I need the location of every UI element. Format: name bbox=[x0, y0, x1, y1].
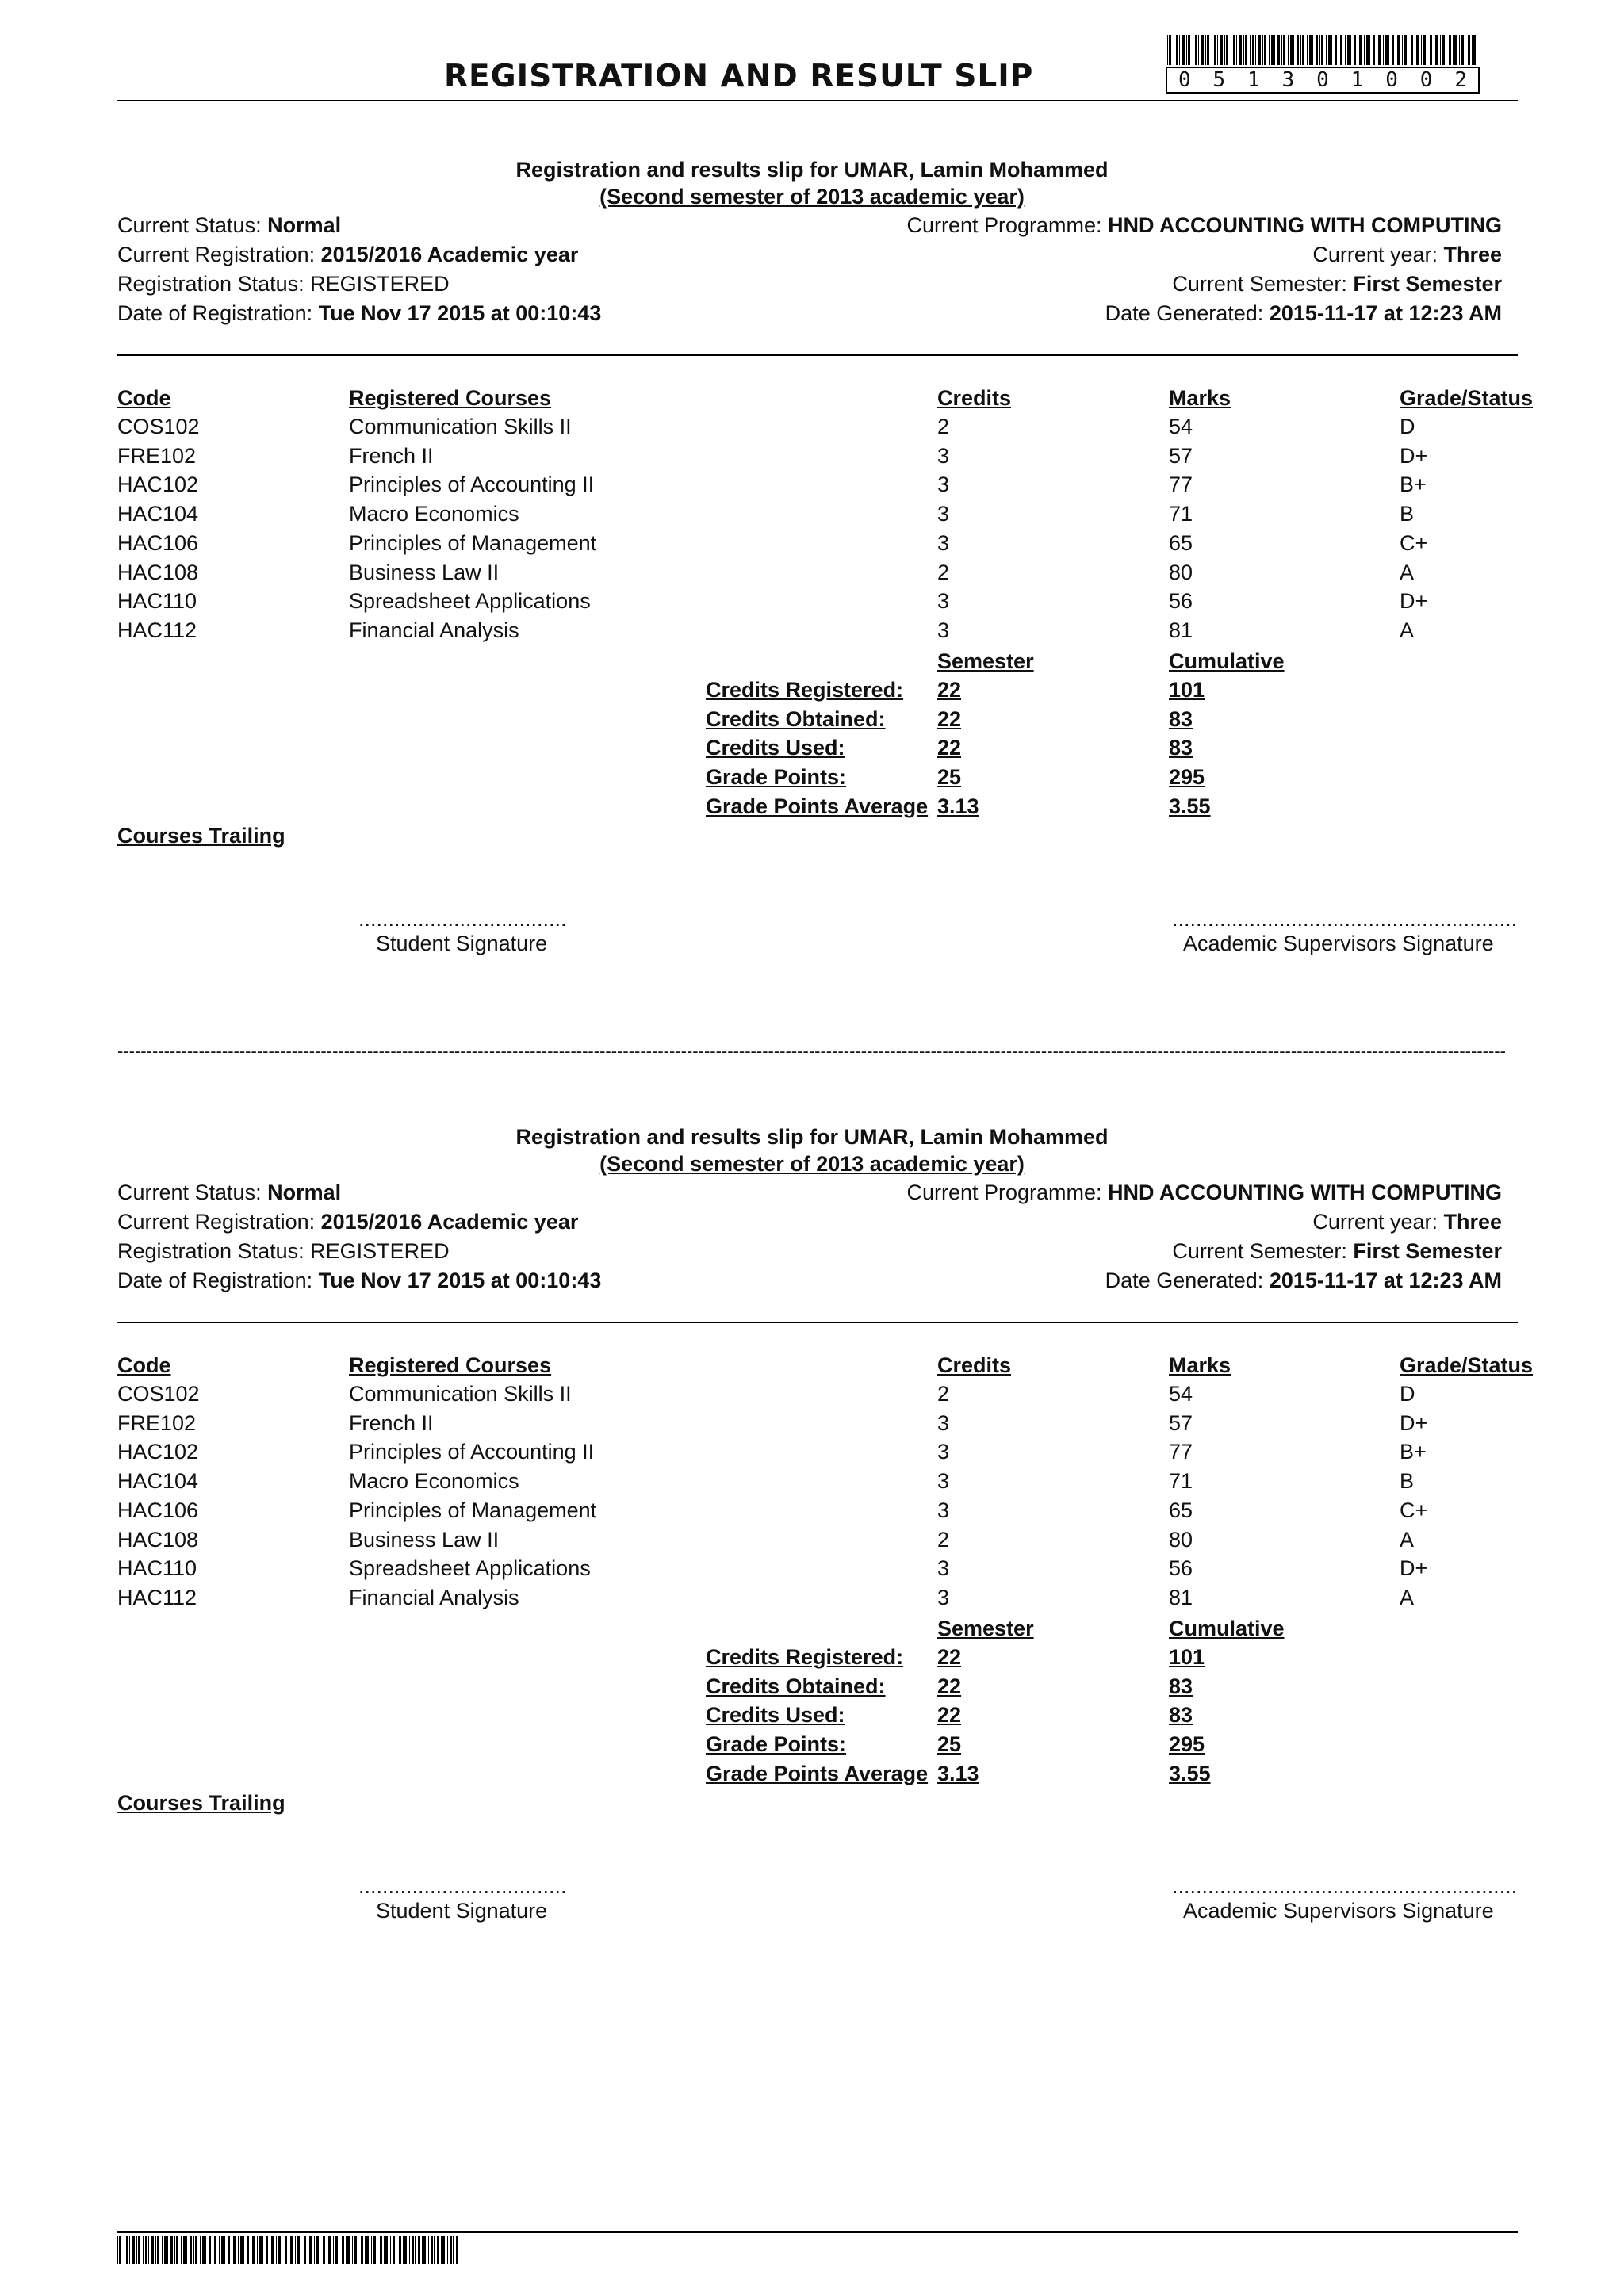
current-programme: Current Programme: HND ACCOUNTING WITH COMPUTING bbox=[906, 213, 1502, 237]
course-name: Financial Analysis bbox=[349, 618, 519, 642]
course-credits: 3 bbox=[937, 530, 950, 555]
course-name: Principles of Accounting II bbox=[349, 473, 595, 497]
current-registration-value: 2015/2016 Academic year bbox=[320, 243, 579, 266]
summary-cumulative: 83 bbox=[1169, 1703, 1193, 1728]
summary-label: Grade Points: bbox=[706, 765, 847, 790]
course-code: FRE102 bbox=[117, 1410, 197, 1435]
course-credits: 3 bbox=[937, 1498, 950, 1522]
info-rule bbox=[117, 1322, 1518, 1323]
course-marks: 81 bbox=[1169, 1585, 1193, 1609]
barcode-digit: 3 bbox=[1281, 68, 1295, 92]
course-code: HAC110 bbox=[117, 1556, 197, 1581]
course-grade: D+ bbox=[1400, 443, 1428, 468]
summary-cumulative: 83 bbox=[1169, 736, 1193, 760]
course-grade: A bbox=[1400, 618, 1415, 642]
course-credits: 2 bbox=[937, 415, 950, 438]
course-marks: 80 bbox=[1169, 1527, 1193, 1552]
summary-label: Grade Points Average bbox=[706, 794, 929, 818]
barcode-digit: 0 bbox=[1385, 68, 1398, 92]
supervisor-signature-label: Academic Supervisors Signature bbox=[1183, 1899, 1494, 1923]
result-slip-bottom bbox=[0, 1123, 1624, 2074]
course-credits: 3 bbox=[937, 1556, 950, 1581]
col-header-code: Code bbox=[117, 1353, 171, 1377]
course-marks: 65 bbox=[1169, 530, 1193, 555]
course-code: HAC110 bbox=[117, 589, 197, 614]
date-of-registration-value: Tue Nov 17 2015 at 00:10:43 bbox=[318, 1269, 602, 1292]
current-semester-value: First Semester bbox=[1353, 1239, 1502, 1263]
course-code: HAC104 bbox=[117, 1469, 199, 1494]
col-header-courses: Registered Courses bbox=[349, 1353, 552, 1377]
course-credits: 3 bbox=[937, 1410, 950, 1435]
barcode-digit: 1 bbox=[1247, 68, 1260, 92]
summary-label: Credits Registered: bbox=[706, 1645, 904, 1669]
col-header-credits: Credits bbox=[937, 1353, 1012, 1377]
course-code: HAC102 bbox=[117, 1440, 199, 1464]
registration-status: Registration Status: REGISTERED bbox=[117, 272, 450, 296]
summary-label: Credits Obtained: bbox=[706, 1674, 886, 1698]
summary-semester: 22 bbox=[937, 1674, 962, 1698]
page-title: REGISTRATION AND RESULT SLIP bbox=[444, 59, 1034, 94]
student-signature-line: ................................... bbox=[358, 907, 567, 931]
summary-label: Credits Used: bbox=[706, 1703, 845, 1728]
footer-rule bbox=[117, 2231, 1518, 2233]
footer-barcode bbox=[117, 2236, 458, 2264]
barcode-bars bbox=[1167, 35, 1478, 65]
course-grade: A bbox=[1400, 1585, 1415, 1609]
course-grade: B bbox=[1400, 502, 1415, 526]
registration-status-value: REGISTERED bbox=[310, 1239, 450, 1263]
summary-semester: 25 bbox=[937, 1732, 962, 1757]
course-name: Spreadsheet Applications bbox=[349, 1556, 591, 1581]
course-code: HAC102 bbox=[117, 473, 199, 497]
date-generated: Date Generated: 2015-11-17 at 12:23 AM bbox=[1105, 1269, 1502, 1292]
course-credits: 2 bbox=[937, 1527, 950, 1552]
course-grade: D bbox=[1400, 1382, 1415, 1406]
course-credits: 3 bbox=[937, 1585, 950, 1609]
barcode-digit: 0 bbox=[1178, 68, 1191, 92]
current-registration: Current Registration: 2015/2016 Academic year bbox=[117, 243, 579, 266]
slip-heading: Registration and results slip for UMAR, Lamin Mohammed bbox=[515, 1125, 1109, 1149]
current-status-value: Normal bbox=[267, 1181, 342, 1204]
course-code: HAC104 bbox=[117, 502, 199, 526]
summary-cumulative: 83 bbox=[1169, 1674, 1193, 1698]
current-year-value: Three bbox=[1443, 1210, 1502, 1234]
current-status: Current Status: Normal bbox=[117, 213, 342, 237]
barcode bbox=[1166, 35, 1480, 92]
course-name: Principles of Management bbox=[349, 1498, 597, 1522]
current-semester: Current Semester: First Semester bbox=[1172, 1239, 1502, 1263]
barcode-digit: 0 bbox=[1316, 68, 1329, 92]
result-slip-top bbox=[0, 155, 1624, 1107]
info-rule bbox=[117, 354, 1518, 356]
date-of-registration: Date of Registration: Tue Nov 17 2015 at 00:10:43 bbox=[117, 1269, 602, 1292]
barcode-digit: 1 bbox=[1350, 68, 1364, 92]
date-generated: Date Generated: 2015-11-17 at 12:23 AM bbox=[1105, 301, 1502, 325]
summary-label: Grade Points: bbox=[706, 1732, 847, 1757]
summary-label: Credits Obtained: bbox=[706, 706, 886, 731]
course-marks: 71 bbox=[1169, 1469, 1193, 1494]
summary-cumulative: 3.55 bbox=[1169, 1761, 1211, 1785]
summary-semester: 3.13 bbox=[937, 794, 979, 818]
current-programme: Current Programme: HND ACCOUNTING WITH COMPUTING bbox=[906, 1181, 1502, 1204]
course-credits: 3 bbox=[937, 618, 950, 642]
course-credits: 3 bbox=[937, 502, 950, 526]
course-marks: 77 bbox=[1169, 1440, 1193, 1464]
barcode-digit: 2 bbox=[1454, 68, 1467, 92]
course-grade: D bbox=[1400, 415, 1415, 438]
student-signature-label: Student Signature bbox=[376, 932, 548, 955]
course-credits: 2 bbox=[937, 560, 950, 584]
course-code: HAC108 bbox=[117, 1527, 199, 1552]
date-of-registration: Date of Registration: Tue Nov 17 2015 at 00:10:43 bbox=[117, 301, 602, 325]
col-header-marks: Marks bbox=[1169, 386, 1231, 410]
course-code: COS102 bbox=[117, 415, 200, 438]
current-status: Current Status: Normal bbox=[117, 1181, 342, 1204]
course-name: Financial Analysis bbox=[349, 1585, 519, 1609]
current-year: Current year: Three bbox=[1312, 1210, 1502, 1234]
col-header-code: Code bbox=[117, 386, 171, 410]
student-signature-line: ................................... bbox=[358, 1874, 567, 1898]
course-grade: D+ bbox=[1400, 1410, 1428, 1435]
course-grade: A bbox=[1400, 1527, 1415, 1552]
course-name: Business Law II bbox=[349, 1527, 500, 1552]
course-grade: B+ bbox=[1400, 1440, 1427, 1464]
course-code: HAC108 bbox=[117, 560, 199, 584]
current-year: Current year: Three bbox=[1312, 243, 1502, 266]
summary-cumulative: 295 bbox=[1169, 765, 1205, 790]
course-grade: D+ bbox=[1400, 589, 1428, 614]
col-header-courses: Registered Courses bbox=[349, 386, 552, 410]
supervisor-signature-line: .......................................................... bbox=[1172, 907, 1518, 931]
summary-cumulative: 101 bbox=[1169, 1645, 1205, 1669]
summary-semester: 22 bbox=[937, 736, 962, 760]
supervisor-signature-label: Academic Supervisors Signature bbox=[1183, 932, 1494, 955]
course-marks: 80 bbox=[1169, 560, 1193, 584]
course-name: Communication Skills II bbox=[349, 1382, 572, 1406]
barcode-digit: 5 bbox=[1212, 68, 1226, 92]
current-registration: Current Registration: 2015/2016 Academic year bbox=[117, 1210, 579, 1234]
summary-semester: 22 bbox=[937, 678, 962, 702]
course-marks: 71 bbox=[1169, 502, 1193, 526]
course-credits: 2 bbox=[937, 1382, 950, 1406]
summary-cumulative: 83 bbox=[1169, 706, 1193, 731]
summary-semester: 22 bbox=[937, 1645, 962, 1669]
current-semester: Current Semester: First Semester bbox=[1172, 272, 1502, 296]
course-grade: D+ bbox=[1400, 1556, 1428, 1581]
barcode-digits bbox=[1166, 67, 1480, 94]
summary-label: Credits Registered: bbox=[706, 678, 904, 702]
summary-semester: 25 bbox=[937, 765, 962, 790]
barcode-digit: 0 bbox=[1419, 68, 1433, 92]
course-credits: 3 bbox=[937, 443, 950, 468]
course-name: Principles of Management bbox=[349, 530, 597, 555]
slip-heading: Registration and results slip for UMAR, Lamin Mohammed bbox=[515, 158, 1109, 182]
summary-semester: 22 bbox=[937, 1703, 962, 1728]
slip-subheading: (Second semester of 2013 academic year) bbox=[599, 1152, 1025, 1176]
course-code: FRE102 bbox=[117, 443, 197, 468]
course-marks: 56 bbox=[1169, 589, 1193, 614]
header-rule bbox=[117, 100, 1518, 101]
col-header-credits: Credits bbox=[937, 386, 1012, 410]
date-generated-value: 2015-11-17 at 12:23 AM bbox=[1269, 1269, 1502, 1292]
summary-header-semester: Semester bbox=[937, 1617, 1034, 1640]
course-grade: B+ bbox=[1400, 473, 1427, 497]
registration-status: Registration Status: REGISTERED bbox=[117, 1239, 450, 1263]
course-code: HAC112 bbox=[117, 618, 197, 642]
summary-semester: 3.13 bbox=[937, 1761, 979, 1785]
summary-header-cumulative: Cumulative bbox=[1169, 649, 1285, 673]
course-name: French II bbox=[349, 1410, 434, 1435]
summary-cumulative: 101 bbox=[1169, 678, 1205, 702]
col-header-grade: Grade/Status bbox=[1400, 386, 1534, 410]
cut-line: ----------------------------------------------------------------------------------------------------------------------------------------------------------------------------------------------------------------------------------------------- bbox=[117, 1041, 1506, 1061]
current-semester-value: First Semester bbox=[1353, 272, 1502, 296]
student-signature-label: Student Signature bbox=[376, 1899, 548, 1923]
courses-trailing: Courses Trailing bbox=[117, 1791, 285, 1815]
course-marks: 57 bbox=[1169, 1410, 1193, 1435]
summary-header-semester: Semester bbox=[937, 649, 1034, 673]
col-header-marks: Marks bbox=[1169, 1353, 1231, 1377]
current-programme-value: HND ACCOUNTING WITH COMPUTING bbox=[1108, 213, 1502, 237]
course-code: COS102 bbox=[117, 1382, 200, 1406]
supervisor-signature-line: .......................................................... bbox=[1172, 1874, 1518, 1898]
course-name: French II bbox=[349, 443, 434, 468]
course-name: Business Law II bbox=[349, 560, 500, 584]
summary-semester: 22 bbox=[937, 706, 962, 731]
course-grade: B bbox=[1400, 1469, 1415, 1494]
course-code: HAC112 bbox=[117, 1585, 197, 1609]
course-marks: 77 bbox=[1169, 473, 1193, 497]
course-credits: 3 bbox=[937, 1469, 950, 1494]
course-credits: 3 bbox=[937, 1440, 950, 1464]
course-name: Principles of Accounting II bbox=[349, 1440, 595, 1464]
date-of-registration-value: Tue Nov 17 2015 at 00:10:43 bbox=[318, 301, 602, 325]
course-marks: 56 bbox=[1169, 1556, 1193, 1581]
course-marks: 81 bbox=[1169, 618, 1193, 642]
course-credits: 3 bbox=[937, 589, 950, 614]
slip-subheading: (Second semester of 2013 academic year) bbox=[599, 185, 1025, 209]
course-name: Macro Economics bbox=[349, 502, 519, 526]
current-year-value: Three bbox=[1443, 243, 1502, 266]
course-code: HAC106 bbox=[117, 1498, 199, 1522]
course-name: Communication Skills II bbox=[349, 415, 572, 438]
course-marks: 54 bbox=[1169, 415, 1193, 438]
summary-label: Grade Points Average bbox=[706, 1761, 929, 1785]
course-name: Spreadsheet Applications bbox=[349, 589, 591, 614]
date-generated-value: 2015-11-17 at 12:23 AM bbox=[1269, 301, 1502, 325]
course-name: Macro Economics bbox=[349, 1469, 519, 1494]
course-grade: A bbox=[1400, 560, 1415, 584]
current-status-value: Normal bbox=[267, 213, 342, 237]
course-marks: 54 bbox=[1169, 1382, 1193, 1406]
summary-cumulative: 295 bbox=[1169, 1732, 1205, 1757]
col-header-grade: Grade/Status bbox=[1400, 1353, 1534, 1377]
courses-trailing: Courses Trailing bbox=[117, 824, 285, 848]
course-marks: 57 bbox=[1169, 443, 1193, 468]
course-grade: C+ bbox=[1400, 1498, 1428, 1522]
summary-header-cumulative: Cumulative bbox=[1169, 1617, 1285, 1640]
course-marks: 65 bbox=[1169, 1498, 1193, 1522]
registration-status-value: REGISTERED bbox=[310, 272, 450, 296]
summary-cumulative: 3.55 bbox=[1169, 794, 1211, 818]
current-programme-value: HND ACCOUNTING WITH COMPUTING bbox=[1108, 1181, 1502, 1204]
current-registration-value: 2015/2016 Academic year bbox=[320, 1210, 579, 1234]
summary-label: Credits Used: bbox=[706, 736, 845, 760]
course-code: HAC106 bbox=[117, 530, 199, 555]
course-credits: 3 bbox=[937, 473, 950, 497]
course-grade: C+ bbox=[1400, 530, 1428, 555]
